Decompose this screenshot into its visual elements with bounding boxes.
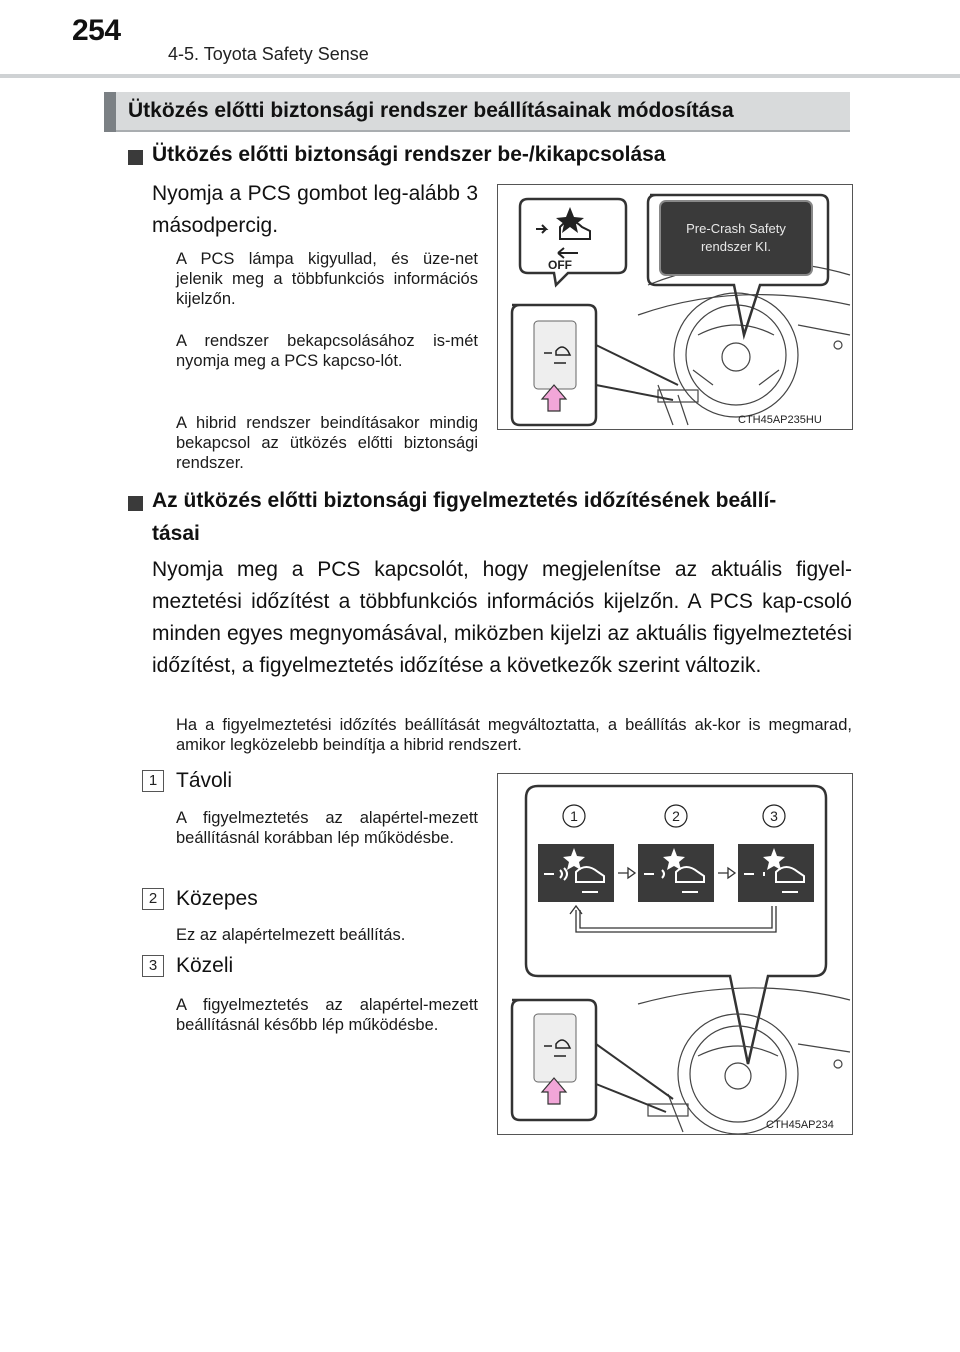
timing-illustration <box>498 774 852 1134</box>
section1-heading: Ütközés előtti biztonsági rendszer be-/kikapcsolása <box>152 143 666 166</box>
section1-instruction: Nyomja a PCS gombot leg-alább 3 másodpercig. <box>152 182 478 237</box>
section1-note-3: A hibrid rendszer beindításakor mindig bekapcsol az ütközés előtti biztonsági rendszer. <box>176 414 478 472</box>
heading-bullet-icon <box>128 496 143 511</box>
page-number: 254 <box>72 14 121 47</box>
banner-title: Ütközés előtti biztonsági rendszer beállításainak módosítása <box>128 99 734 122</box>
timing-label-1: 1 <box>570 808 578 824</box>
heading-bullet-icon <box>128 150 143 165</box>
section1-note-1: A PCS lámpa kigyullad, és üze-net jelenik meg a többfunkciós információs kijelzőn. <box>176 250 478 308</box>
option-desc-1: A figyelmeztetés az alapértel-mezett beállításnál korábban lép működésbe. <box>176 809 478 847</box>
section2-heading-line2: tásai <box>152 522 200 545</box>
section2-paragraph: Nyomja meg a PCS kapcsolót, hogy megjelenítse az aktuális figyel-meztetési időzítést a többfunkciós információs kijelzőn. A PCS kap-csoló minden egyes megnyomásával, miközben kijelzi az aktuális figyelmeztetési időzítést, a figyelmeztetés időzítése a következők szerint változik. <box>152 558 852 677</box>
option-title-3: Közeli <box>176 954 234 977</box>
display-screen <box>660 201 812 275</box>
banner-accent-bar <box>104 92 116 132</box>
screen-text-2: rendszer KI. <box>700 239 772 254</box>
dashboard-illustration <box>498 185 852 429</box>
option-desc-3: A figyelmeztetés az alapértel-mezett beállításnál később lép működésbe. <box>176 996 478 1034</box>
section1-note-2: A rendszer bekapcsolásához is-mét nyomja meg a PCS kapcso-lót. <box>176 332 478 370</box>
figure-code: CTH45AP235HU <box>738 414 822 426</box>
option-number-3: 3 <box>142 955 164 977</box>
off-label: OFF <box>548 258 572 272</box>
figure-pcs-off <box>497 184 853 430</box>
option-number-1: 1 <box>142 770 164 792</box>
header-rule <box>0 74 960 78</box>
figure-warning-timing <box>497 773 853 1135</box>
option-desc-2: Ez az alapértelmezett beállítás. <box>176 926 406 944</box>
figure-code: CTH45AP234 <box>766 1119 834 1131</box>
timing-tile-1 <box>538 844 614 902</box>
section2-heading-line1: Az ütközés előtti biztonsági figyelmeztetés időzítésének beállí- <box>152 489 777 512</box>
screen-text-1: Pre-Crash Safety <box>686 221 786 236</box>
timing-label-2: 2 <box>672 808 680 824</box>
option-title-1: Távoli <box>176 769 233 792</box>
option-number-2: 2 <box>142 888 164 910</box>
section-title: 4-5. Toyota Safety Sense <box>168 44 369 64</box>
timing-tile-2 <box>638 844 714 902</box>
section2-note: Ha a figyelmeztetési időzítés beállítását megváltoztatta, a beállítás ak-kor is megmarad, amikor legközelebb beindítja a hibrid rendszert. <box>176 716 852 754</box>
timing-tile-3 <box>738 844 814 902</box>
timing-label-3: 3 <box>770 808 778 824</box>
option-title-2: Közepes <box>176 887 258 910</box>
